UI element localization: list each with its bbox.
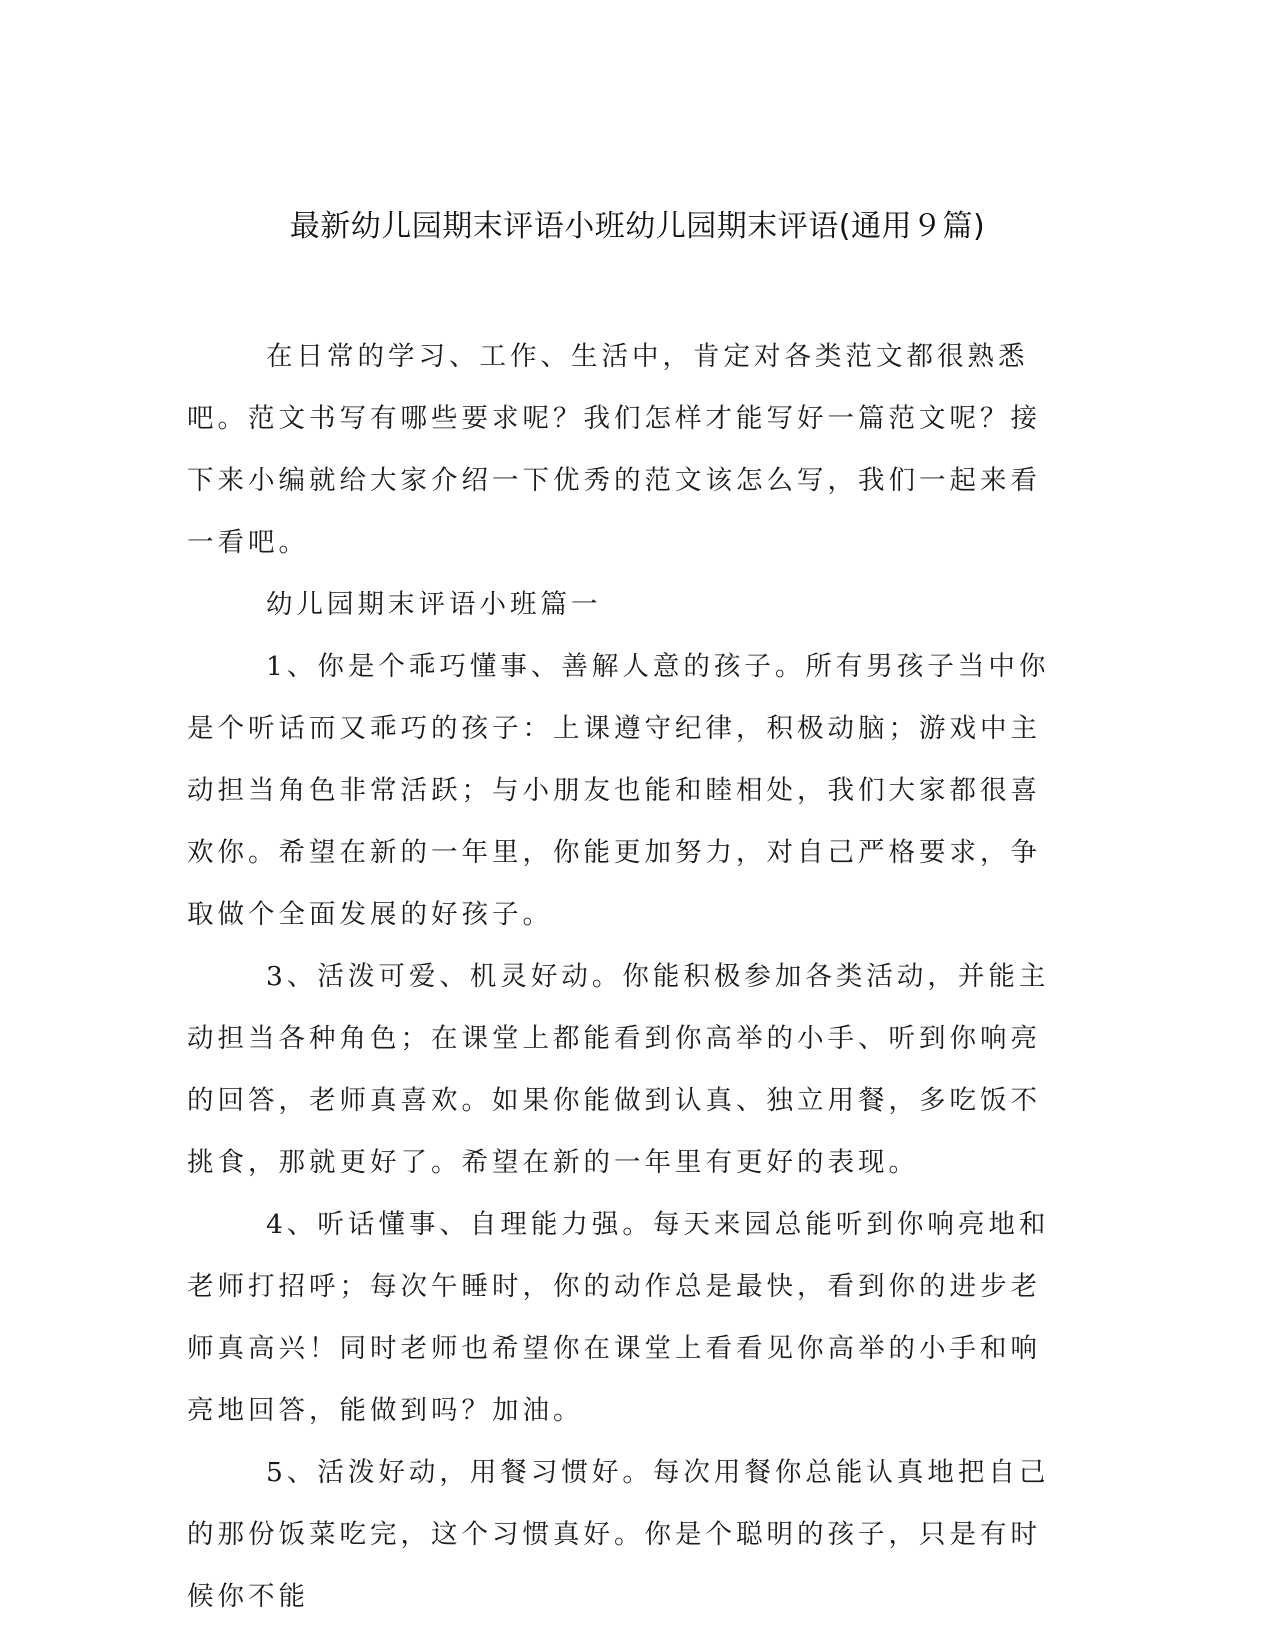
- intro-paragraph: 在日常的学习、工作、生活中，肯定对各类范文都很熟悉吧。范文书写有哪些要求呢？我们怎样才能写好一篇范文呢？接下来小编就给大家介绍一下优秀的范文该怎么写，我们一起来看一看吧。: [187, 341, 1041, 558]
- section-heading: 幼儿园期末评语小班篇一: [266, 589, 602, 620]
- document-title: 最新幼儿园期末评语小班幼儿园期末评语(通用９篇): [289, 209, 986, 244]
- document-body: [187, 326, 1067, 1628]
- comment-paragraph: 3、活泼可爱、机灵好动。你能积极参加各类活动，并能主动担当各种角色；在课堂上都能看到你高举的小手、听到你响亮的回答，老师真喜欢。如果你能做到认真、独立用餐，多吃饭不挑食，那就更好了。希望在新的一年里有更好的表现。: [187, 961, 1050, 1178]
- comment-paragraph: 1、你是个乖巧懂事、善解人意的孩子。所有男孩子当中你是个听话而又乖巧的孩子：上课遵守纪律，积极动脑；游戏中主动担当角色非常活跃；与小朋友也能和睦相处，我们大家都很喜欢你。希望在新的一年里，你能更加努力，对自己严格要求，争取做个全面发展的好孩子。: [187, 651, 1050, 930]
- comment-paragraph: 5、活泼好动，用餐习惯好。每次用餐你总能认真地把自己的那份饭菜吃完，这个习惯真好。你是个聪明的孩子，只是有时候你不能: [187, 1457, 1050, 1612]
- comment-paragraph: 4、听话懂事、自理能力强。每天来园总能听到你响亮地和老师打招呼；每次午睡时，你的动作总是最快，看到你的进步老师真高兴！同时老师也希望你在课堂上看看见你高举的小手和响亮地回答，能做到吗？加油。: [187, 1209, 1050, 1426]
